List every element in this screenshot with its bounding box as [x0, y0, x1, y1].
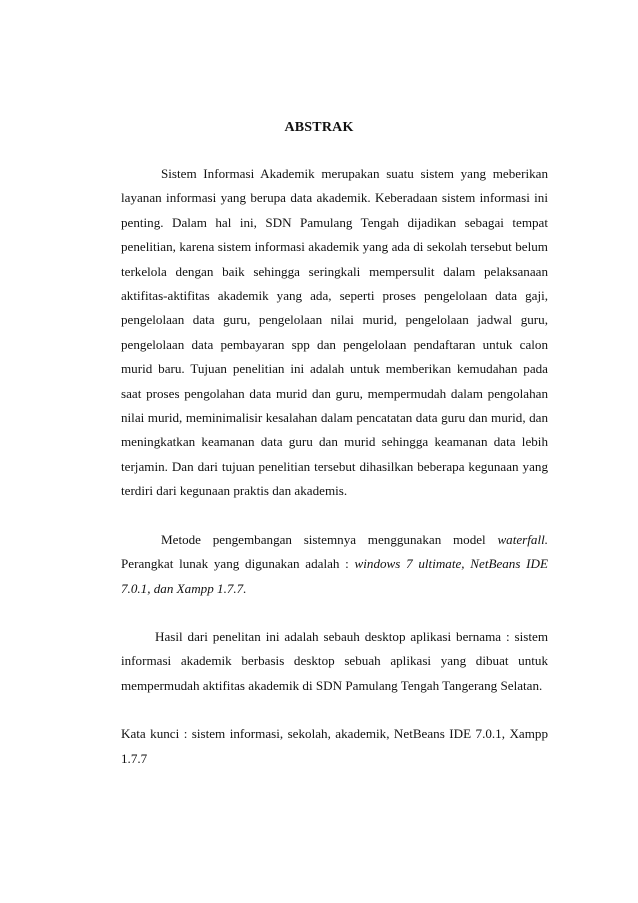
software-list: windows 7 ultimate, NetBeans IDE 7.0.1, dan Xampp 1.7.7. [121, 556, 548, 596]
keywords: Kata kunci : sistem informasi, sekolah, akademik, NetBeans IDE 7.0.1, Xampp 1.7.7 [121, 726, 548, 766]
abstract-paragraph-1: Sistem Informasi Akademik merupakan suatu sistem yang meberikan layanan informasi yang berupa data akademik. Keberadaan sistem informasi ini penting. Dalam hal ini, SDN Pamulang Tengah dijadikan sebagai tempat penelitian, karena sistem informasi akademik yang ada di sekolah tersebut belum terkelola dengan baik sehingga seringkali mempersulit dalam pelaksanaan aktifitas-aktifitas akademik yang ada, seperti proses pengelolaan data gaji, pengelolaan data guru, pengelolaan nilai murid, pengelolaan jadwal guru, pengelolaan data pembayaran spp dan pengelolaan pendaftaran untuk calon murid baru. Tujuan penelitian ini adalah untuk memberikan kemudahan pada saat proses pengolahan data murid dan guru, mempermudah dalam pengolahan nilai murid, meminimalisir kesalahan dalam pencatatan data guru dan murid, dan meningkatkan keamanan data guru dan murid sehingga keamanan data lebih terjamin. Dan dari tujuan penelitian tersebut dihasilkan beberapa kegunaan yang terdiri dari kegunaan praktis dan akademis. [121, 166, 548, 499]
method-text: Metode pengembangan sistemnya menggunakan model [161, 531, 486, 547]
abstract-paragraph-2 [121, 528, 548, 601]
software-text: Perangkat lunak yang digunakan adalah : [121, 556, 349, 572]
abstract-paragraph-3: Hasil dari penelitan ini adalah sebauh desktop aplikasi bernama : sistem informasi akademik berbasis desktop sebuah aplikasi yang dibuat untuk mempermudah aktifitas akademik di SDN Pamulang Tengah Tangerang Selatan. [121, 628, 548, 693]
abstract-title: ABSTRAK [284, 120, 354, 135]
method-model: waterfall. [497, 531, 548, 547]
abstract-body [121, 162, 548, 771]
